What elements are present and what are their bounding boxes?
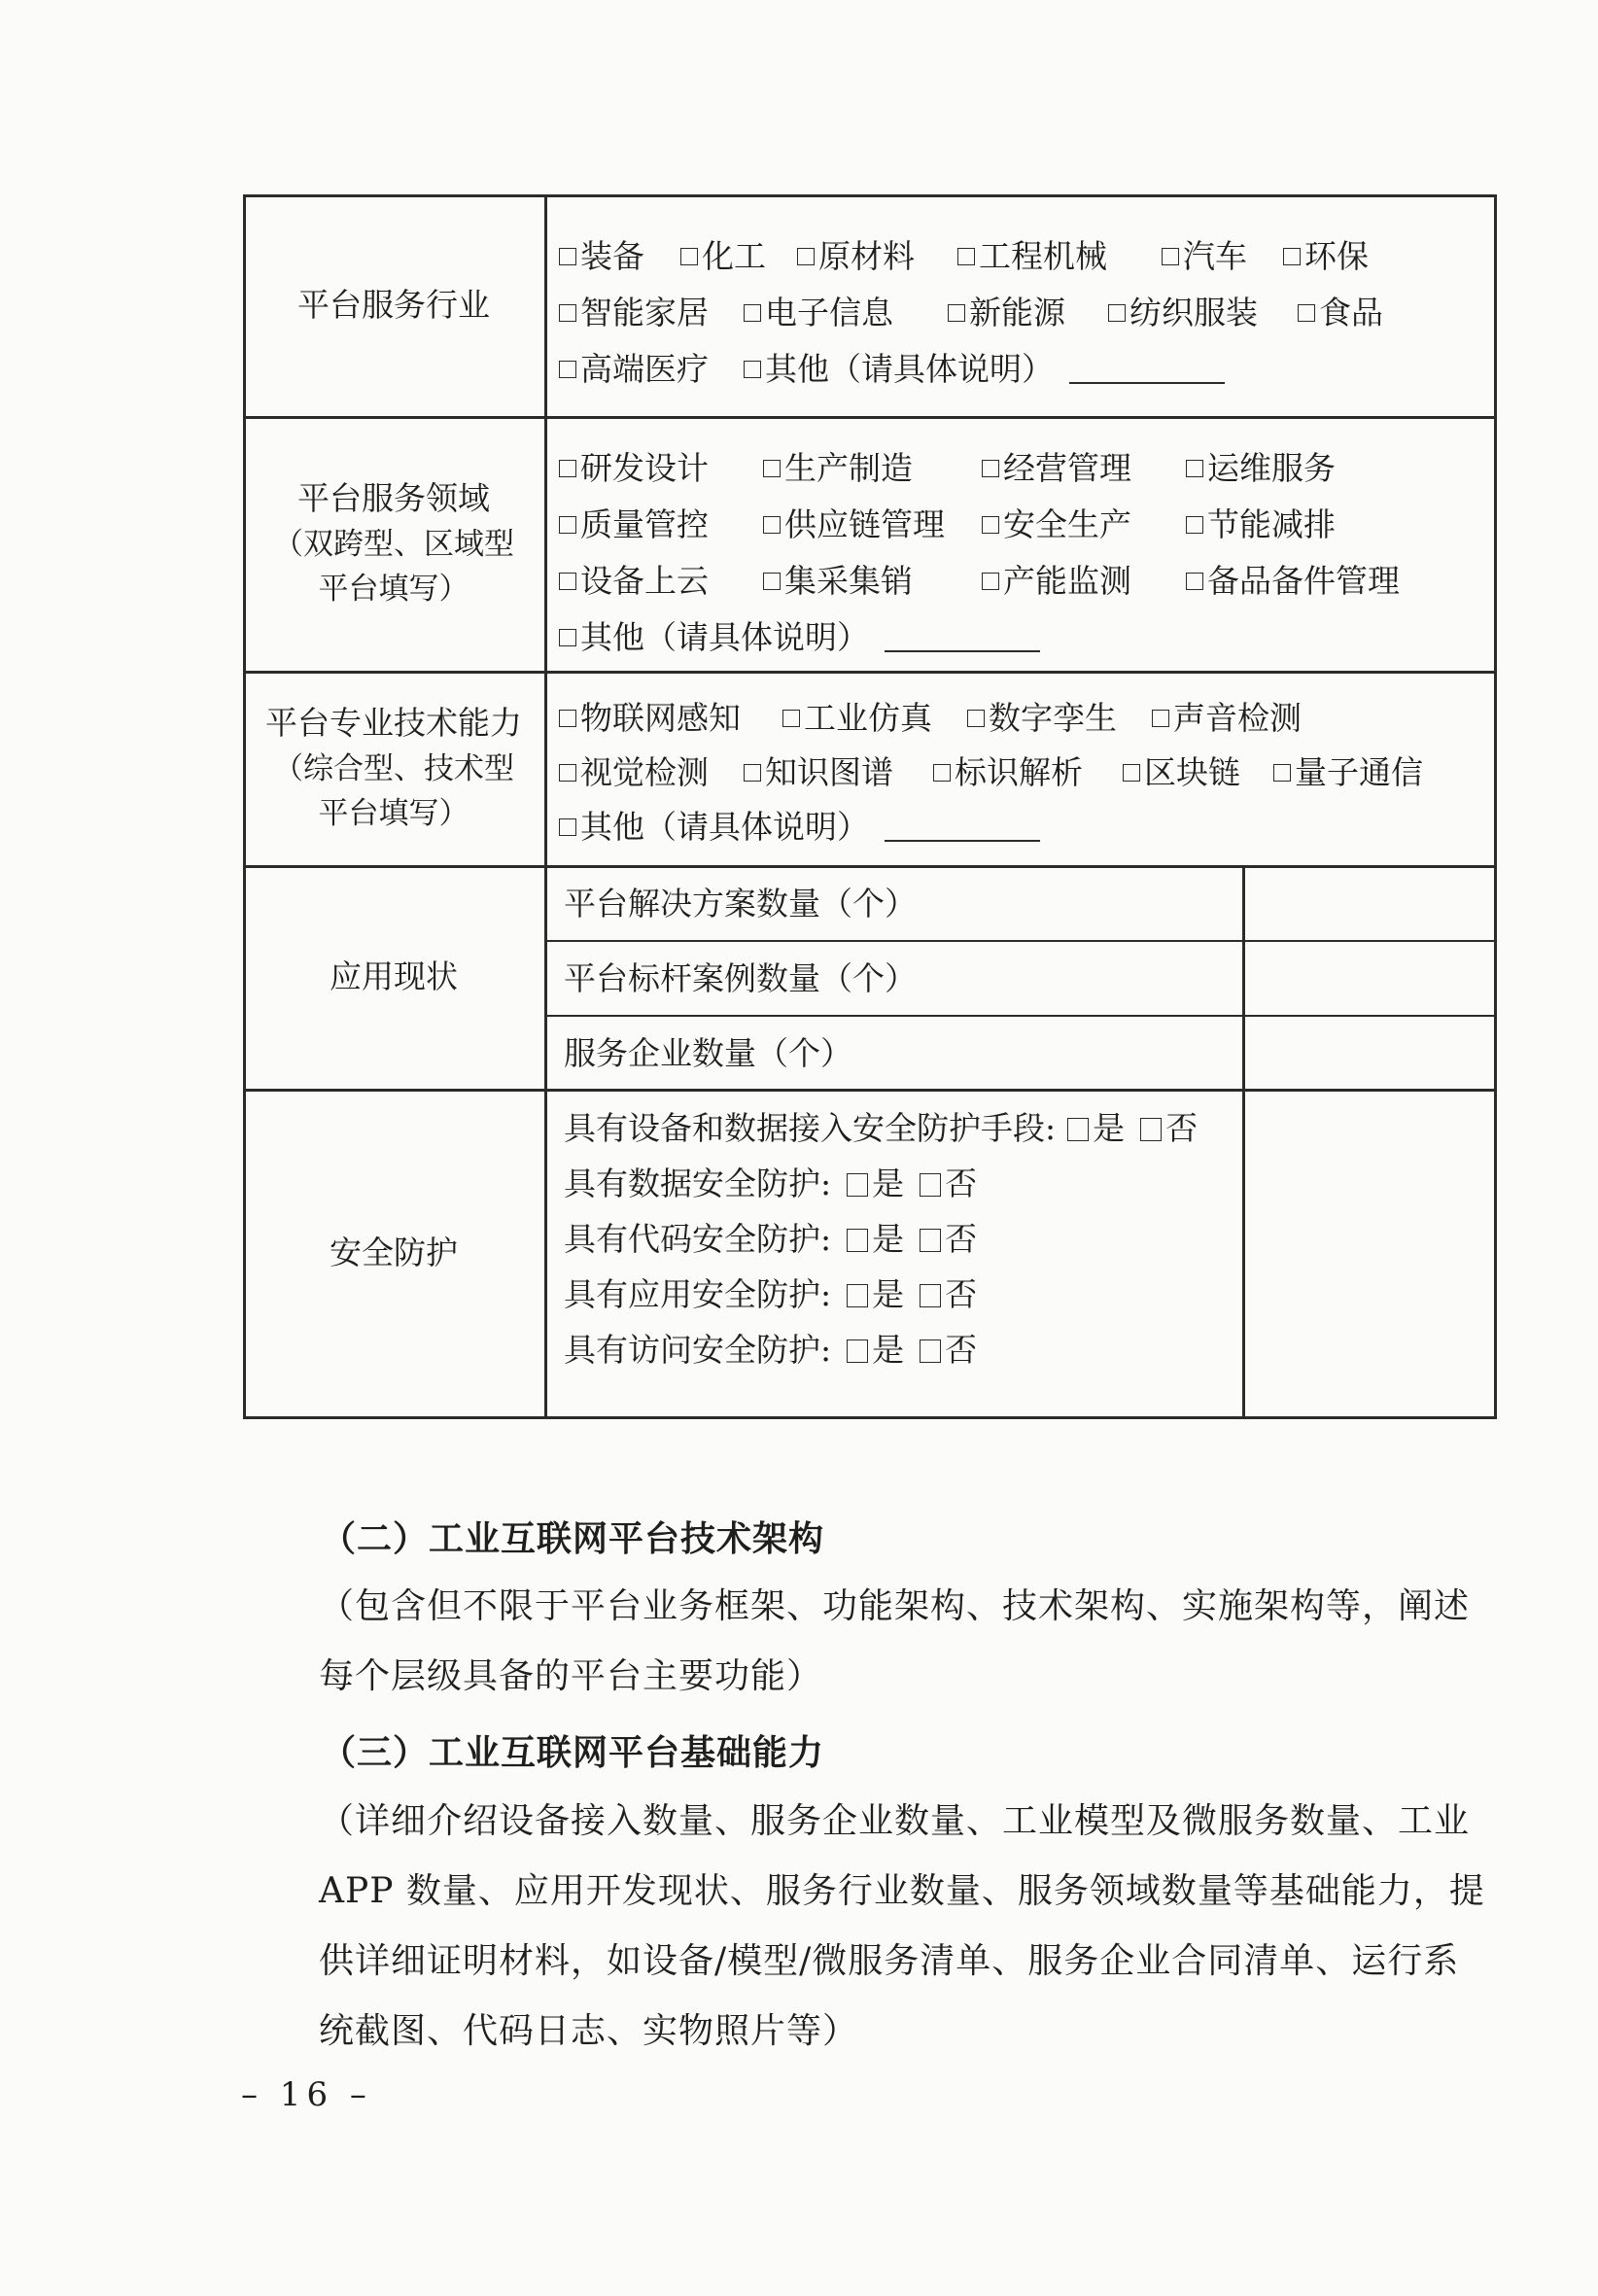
checkbox-option[interactable]: 高端医疗 [559,344,709,390]
checkbox[interactable] [982,573,999,590]
service-domain-options [559,435,1487,661]
checkbox-yes[interactable] [847,1339,868,1363]
other-blank-line[interactable] [1069,382,1225,384]
tech-capability-label: 平台专业技术能力 （综合型、技术型 平台填写） [265,704,522,831]
security-row: 具有数据安全防护: 是 否 [564,1165,978,1202]
checkbox[interactable] [680,248,698,265]
checkbox[interactable] [559,818,576,836]
checkbox-option[interactable]: 供应链管理 [763,500,945,545]
checkbox-option[interactable]: 纺织服装 [1108,288,1258,333]
checkbox-yes[interactable] [1067,1118,1089,1141]
checkbox[interactable] [1186,460,1203,477]
section-3-text: （详细介绍设备接入数量、服务企业数量、工业模型及微服务数量、工业 APP 数量、应用开发现状、服务行业数量、服务领域数量等基础能力，提供详细证明材料，如设备/模型/微服务清单、服务企业合同清单、运行系统截图、代码日志、实物照片等） [319,1801,1485,2051]
service-industry-label: 平台服务行业 [297,286,490,324]
table-border [243,1416,1497,1419]
checkbox[interactable] [948,304,965,322]
checkbox-option[interactable]: 产能监测 [982,556,1131,602]
checkbox[interactable] [559,710,576,727]
section-3-heading: （三）工业互联网平台基础能力 [321,1732,825,1773]
checkbox-option[interactable]: 质量管控 [559,500,709,545]
security-row: 具有设备和数据接入安全防护手段: 是 否 [564,1109,1198,1147]
checkbox[interactable] [957,248,975,265]
checkbox-option[interactable]: 生产制造 [763,443,913,489]
solution-count-label: 平台解决方案数量（个） [564,885,917,922]
checkbox-option[interactable]: 化工 [680,231,766,277]
column-divider [544,194,547,1419]
checkbox-option[interactable]: 研发设计 [559,443,709,489]
checkbox-option[interactable]: 视觉检测 [559,748,709,793]
checkbox-option-other[interactable]: 其他（请具体说明） [744,344,1225,390]
checkbox[interactable] [559,248,576,265]
service-industry-options [559,224,1487,393]
other-blank-line[interactable] [885,650,1040,652]
other-blank-line[interactable] [885,840,1040,842]
checkbox[interactable] [559,460,576,477]
checkbox-option-other[interactable]: 其他（请具体说明） [559,612,1040,658]
checkbox[interactable] [559,573,576,590]
checkbox-option[interactable]: 集采集销 [763,556,913,602]
checkbox-option[interactable]: 节能减排 [1186,500,1336,545]
checkbox[interactable] [1152,710,1169,727]
served-enterprise-count-input[interactable] [1246,1018,1491,1089]
checkbox-option[interactable]: 标识解析 [933,748,1083,793]
benchmark-case-count-input[interactable] [1246,943,1491,1014]
section-2-text: （包含但不限于平台业务框架、功能架构、技术架构、实施架构等，阐述每个层级具备的平台主要功能） [319,1586,1471,1696]
security-row: 具有应用安全防护: 是 否 [564,1275,978,1313]
checkbox[interactable] [782,710,800,727]
checkbox[interactable] [1123,764,1140,782]
checkbox[interactable] [744,764,761,782]
checkbox-option[interactable]: 设备上云 [559,556,709,602]
checkbox-yes[interactable] [847,1229,868,1252]
checkbox-option[interactable]: 食品 [1298,288,1383,333]
checkbox-no[interactable] [920,1339,941,1363]
solution-count-input[interactable] [1246,868,1491,939]
tech-capability-options [559,685,1487,849]
checkbox-option[interactable]: 原材料 [797,231,915,277]
checkbox[interactable] [763,460,781,477]
checkbox-option-other[interactable]: 其他（请具体说明） [559,802,1040,848]
benchmark-case-count-label: 平台标杆案例数量（个） [564,959,917,997]
checkbox[interactable] [982,516,999,534]
checkbox[interactable] [559,361,576,378]
checkbox[interactable] [1108,304,1126,322]
checkbox-option[interactable]: 经营管理 [982,443,1131,489]
checkbox-option[interactable]: 工业仿真 [782,693,932,739]
checkbox-option[interactable]: 装备 [559,231,644,277]
checkbox[interactable] [982,460,999,477]
checkbox-option[interactable]: 环保 [1283,231,1369,277]
checkbox-option[interactable]: 智能家居 [559,288,709,333]
checkbox[interactable] [1298,304,1315,322]
checkbox-option[interactable]: 声音检测 [1152,693,1302,739]
checkbox[interactable] [933,764,951,782]
checkbox[interactable] [744,361,761,378]
checkbox[interactable] [559,629,576,646]
checkbox-option[interactable]: 数字孪生 [967,693,1117,739]
checkbox-option[interactable]: 汽车 [1162,231,1247,277]
checkbox-no[interactable] [1140,1118,1162,1141]
checkbox-option[interactable]: 物联网感知 [559,693,741,739]
checkbox-option[interactable]: 知识图谱 [744,748,893,793]
section-2-heading: （二）工业互联网平台技术架构 [321,1518,825,1559]
checkbox[interactable] [559,764,576,782]
checkbox-option[interactable]: 备品备件管理 [1186,556,1400,602]
security-remark-cell[interactable] [1246,1092,1491,1416]
checkbox-no[interactable] [920,1229,941,1252]
page-number: – 16 – [241,2075,372,2114]
checkbox[interactable] [967,710,985,727]
checkbox[interactable] [1283,248,1301,265]
checkbox-option[interactable]: 区块链 [1123,748,1240,793]
checkbox-option[interactable]: 电子信息 [744,288,893,333]
checkbox-option[interactable]: 运维服务 [1186,443,1336,489]
checkbox[interactable] [797,248,815,265]
column-divider [1242,865,1245,1419]
checkbox-yes[interactable] [847,1284,868,1307]
checkbox[interactable] [1186,573,1203,590]
checkbox[interactable] [1162,248,1179,265]
checkbox-option[interactable]: 工程机械 [957,231,1107,277]
checkbox-no[interactable] [920,1173,941,1197]
checkbox[interactable] [559,304,576,322]
checkbox[interactable] [744,304,761,322]
checkbox[interactable] [763,516,781,534]
checkbox-yes[interactable] [847,1173,868,1197]
application-status-label: 应用现状 [330,957,458,995]
checkbox-option[interactable]: 安全生产 [982,500,1131,545]
checkbox-option[interactable]: 新能源 [948,288,1065,333]
checkbox[interactable] [559,516,576,534]
checkbox[interactable] [1186,516,1203,534]
security-row: 具有代码安全防护: 是 否 [564,1220,978,1258]
security-label: 安全防护 [330,1233,458,1271]
checkbox[interactable] [1273,764,1291,782]
checkbox[interactable] [763,573,781,590]
security-row: 具有访问安全防护: 是 否 [564,1331,978,1369]
table-border [1494,194,1497,1419]
checkbox-option[interactable]: 量子通信 [1273,748,1423,793]
checkbox-no[interactable] [920,1284,941,1307]
service-domain-label: 平台服务领域 （双跨型、区域型 平台填写） [273,479,514,607]
served-enterprise-count-label: 服务企业数量（个） [564,1034,852,1072]
platform-form-table [243,194,1497,1419]
